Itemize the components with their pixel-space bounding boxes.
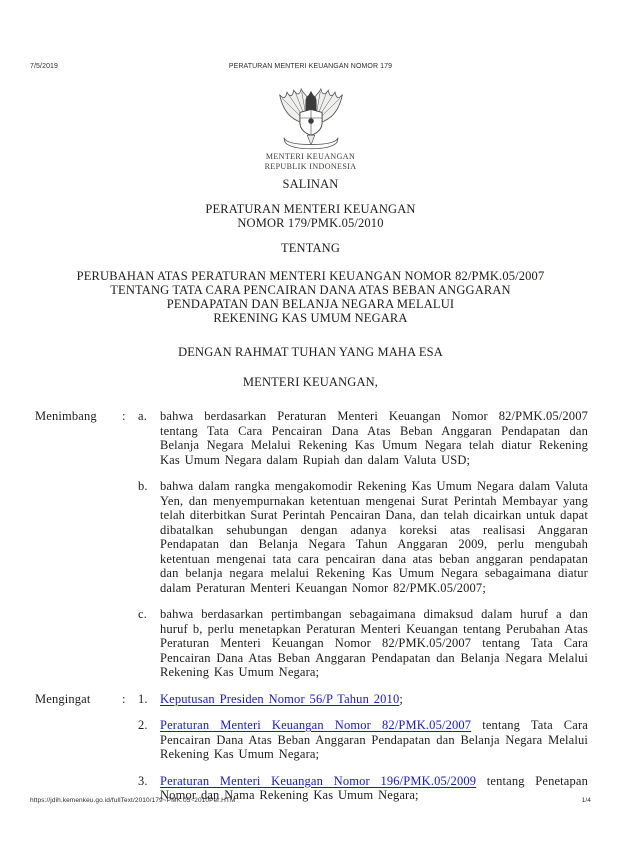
regulation-title	[0, 269, 621, 325]
print-footer-url: https://jdih.kemenkeu.go.id/fullText/2010/179~PMK.05~2010Per.HTM	[30, 797, 236, 804]
mengingat-label: Mengingat	[35, 691, 91, 706]
regulation-link[interactable]: Peraturan Menteri Keuangan Nomor 82/PMK.05/2007	[160, 718, 472, 732]
item-marker: b.	[138, 479, 148, 493]
item-text: bahwa dalam rangka mengakomodir Rekening Kas Umum Negara dalam Valuta Yen, dan menyempurnakan ketentuan mengenai Surat Perintah Membayar yang telah diterbitkan Surat Perintah Pencairan Dana, dan telah dicairkan untuk dapat dibatalkan sehubungan dengan adanya koreksi atas realisasi Anggaran Pendapatan dan Belanja Negara Tahun Anggaran 2009, perlu mengubah ketentuan mengenai tata cara pencairan dana atas beban anggaran pendapatan dan belanja negara melalui Rekening Kas Umum Negara sebagaimana diatur dalam Peraturan Menteri Keuangan Nomor 82/PMK.05/2007;	[160, 479, 588, 595]
mengingat-item-1	[35, 692, 588, 707]
print-footer	[30, 797, 591, 804]
print-header-date: 7/5/2019	[30, 63, 59, 70]
item-marker: c.	[138, 607, 147, 621]
considerans	[0, 409, 621, 803]
menimbang-colon: :	[122, 409, 126, 423]
mengingat-colon: :	[122, 691, 126, 706]
regulation-link[interactable]: Keputusan Presiden Nomor 56/P Tahun 2010	[160, 691, 400, 706]
regulation-title-line: REKENING KAS UMUM NEGARA	[213, 311, 408, 325]
item-text: bahwa berdasarkan pertimbangan sebagaimana dimaksud dalam huruf a dan huruf b, perlu menetapkan Peraturan Menteri Keuangan tentang Perubahan Atas Peraturan Menteri Keuangan Nomor 82/PMK.05/2007 tentang Tata Cara Pencairan Dana Atas Beban Anggaran Pendapatan dan Belanja Negara Melalui Rekening Kas Umum Negara;	[160, 607, 588, 679]
item-text-after: tentang Tata Cara Pencairan Dana Atas Beban Anggaran Pendapatan dan Belanja Negara Melalui Rekening Kas Umum Negara;	[160, 718, 588, 761]
print-footer-page-number: 1/4	[581, 797, 591, 804]
regulation-title-line: PERUBAHAN ATAS PERATURAN MENTERI KEUANGAN NOMOR 82/PMK.05/2007	[76, 269, 545, 283]
menimbang-item-b	[35, 479, 588, 595]
item-marker: 1.	[138, 691, 148, 706]
regulation-title-line: PENDAPATAN DAN BELANJA NEGARA MELALUI	[166, 297, 455, 311]
issuer-line: MENTERI KEUANGAN,	[242, 375, 379, 389]
regulation-heading-line1: PERATURAN MENTERI KEUANGAN	[205, 202, 416, 216]
salinan-label: SALINAN	[282, 177, 339, 191]
item-text-after: ;	[399, 691, 403, 706]
menimbang-label: Menimbang	[35, 409, 97, 423]
print-header-title: PERATURAN MENTERI KEUANGAN NOMOR 179	[228, 63, 393, 70]
menimbang-item-c	[35, 607, 588, 680]
mengingat-item-2	[35, 718, 588, 762]
item-marker: a.	[138, 409, 147, 423]
ministry-name-line2: REPUBLIK INDONESIA	[264, 162, 357, 171]
item-text: bahwa berdasarkan Peraturan Menteri Keuangan Nomor 82/PMK.05/2007 tentang Tata Cara Pencairan Dana Atas Beban Anggaran Pendapatan dan Belanja Negara Melalui Rekening Kas Umum Negara telah diatur Rekening Kas Umum Negara dalam Rupiah dan dalam Valuta USD;	[160, 409, 588, 467]
item-text	[160, 692, 588, 707]
item-marker: 3.	[138, 773, 148, 788]
item-text	[160, 718, 588, 762]
regulation-heading	[0, 202, 621, 230]
tentang-label: TENTANG	[280, 241, 341, 255]
ministry-name-line1: MENTERI KEUANGAN	[265, 152, 356, 161]
regulation-title-line: TENTANG TATA CARA PENCAIRAN DANA ATAS BEBAN ANGGARAN	[110, 283, 511, 297]
item-marker: 2.	[138, 718, 148, 732]
invocation-line: DENGAN RAHMAT TUHAN YANG MAHA ESA	[178, 345, 443, 359]
menimbang-item-a	[35, 409, 588, 467]
item-text-after: tentang Penetapan Nomor dan Nama Rekening Kas Umum Negara;	[160, 773, 588, 802]
regulation-link[interactable]: Peraturan Menteri Keuangan Nomor 196/PMK.05/2009	[160, 773, 477, 788]
regulation-number: NOMOR 179/PMK.05/2010	[237, 216, 384, 230]
